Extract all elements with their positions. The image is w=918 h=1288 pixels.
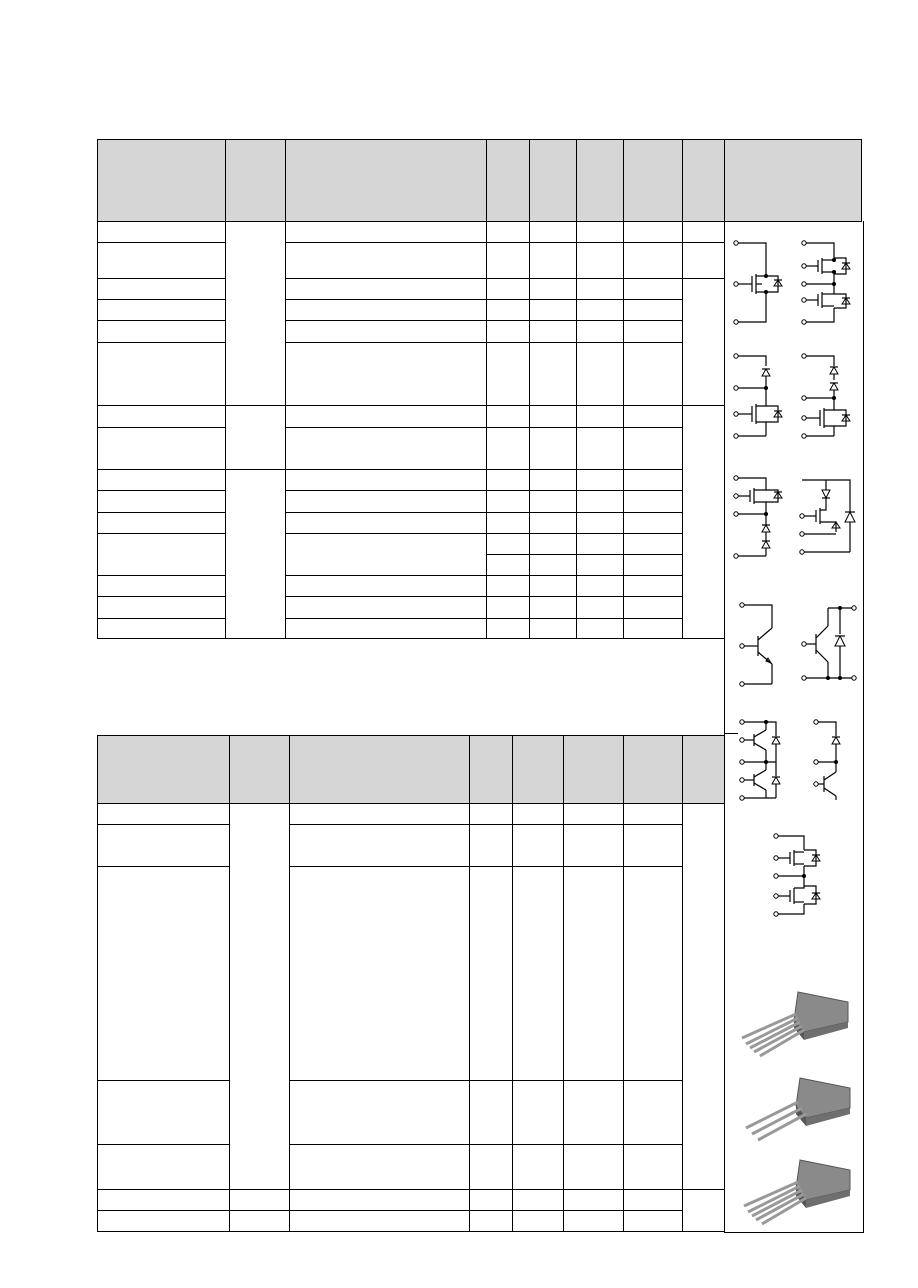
t1-row	[285, 596, 682, 597]
t2-row	[289, 1144, 682, 1145]
table-1-header	[97, 139, 862, 222]
t1-hdr-col	[576, 139, 577, 221]
t2-row	[97, 824, 229, 825]
t1-col	[529, 221, 530, 639]
t1-border-bottom	[97, 638, 725, 639]
mosfet-diode-bridge-icon	[798, 476, 860, 558]
package-3-pin-icon	[740, 1074, 856, 1144]
t1-hdr-col	[682, 139, 683, 221]
package-5-pin-alt-icon	[740, 1156, 856, 1226]
t1-row	[285, 469, 682, 470]
t1-row	[97, 533, 225, 534]
t2-col	[682, 803, 683, 1232]
t1-row	[97, 405, 225, 406]
mosfet-diode-icon	[732, 238, 792, 328]
t1-row	[486, 554, 682, 555]
dual-mosfet-module-icon	[770, 832, 830, 918]
t1-row	[285, 320, 682, 321]
t1-group	[225, 405, 285, 406]
t1-row	[97, 342, 225, 343]
t2-hdr-col	[289, 735, 290, 803]
t1-col	[486, 221, 487, 639]
t1-row	[682, 405, 724, 406]
t2-col	[512, 803, 513, 1232]
t1-row	[682, 242, 724, 243]
t1-row	[97, 427, 225, 428]
igbt-chopper-icon	[806, 718, 854, 802]
table-2-header	[97, 735, 726, 804]
t2-row	[97, 1189, 724, 1190]
t2-col	[623, 803, 624, 1232]
t2-row	[289, 866, 682, 867]
t2-hdr-col	[563, 735, 564, 803]
t1-row	[285, 278, 682, 279]
t1-row	[97, 490, 225, 491]
panel-top	[724, 221, 862, 222]
diode-mosfet-icon	[732, 352, 792, 442]
t2-col	[229, 803, 230, 1232]
t1-row	[97, 320, 225, 321]
t1-hdr-col	[225, 139, 226, 221]
t1-row	[285, 575, 682, 576]
panel-divider	[724, 733, 738, 734]
t1-group	[225, 469, 285, 470]
t1-row	[97, 618, 225, 619]
t2-hdr-col	[229, 735, 230, 803]
mosfet-dual-diode-icon	[732, 474, 792, 564]
t1-row	[285, 427, 682, 428]
t2-col	[469, 803, 470, 1232]
t2-row	[289, 1080, 682, 1081]
t1-row	[285, 512, 682, 513]
igbt-halfbridge-icon	[738, 718, 786, 802]
t1-col	[225, 221, 226, 639]
t1-row	[682, 278, 724, 279]
t1-row	[97, 469, 225, 470]
t2-row	[97, 1144, 229, 1145]
dual-mosfet-icon	[800, 238, 860, 328]
t1-border-left	[97, 221, 98, 639]
t1-hdr-col	[486, 139, 487, 221]
igbt-icon	[738, 600, 778, 690]
t1-row	[285, 618, 682, 619]
t2-hdr-col	[682, 735, 683, 803]
t1-hdr-col	[623, 139, 624, 221]
t2-col	[289, 803, 290, 1232]
t2-hdr-col	[469, 735, 470, 803]
t1-row	[285, 342, 682, 343]
t2-hdr-col	[512, 735, 513, 803]
t1-row	[97, 575, 225, 576]
t1-row	[97, 278, 225, 279]
package-5-pin-icon	[738, 988, 854, 1058]
t2-row	[97, 866, 229, 867]
t1-hdr-col	[285, 139, 286, 221]
t2-hdr-col	[623, 735, 624, 803]
t2-row	[289, 824, 682, 825]
t1-row	[285, 490, 682, 491]
t1-col	[576, 221, 577, 639]
t2-row	[97, 1210, 682, 1211]
t1-hdr-col	[724, 139, 725, 221]
t2-border-left	[97, 803, 98, 1232]
t2-row	[97, 1080, 229, 1081]
t1-row	[97, 596, 225, 597]
t1-hdr-col	[529, 139, 530, 221]
t1-col	[285, 221, 286, 639]
igbt-diode-icon	[800, 604, 860, 684]
t1-row	[285, 242, 682, 243]
dual-diode-mosfet-icon	[800, 352, 860, 442]
t1-row	[285, 299, 682, 300]
t1-row	[97, 299, 225, 300]
t1-row	[97, 512, 225, 513]
t1-row	[97, 242, 225, 243]
t1-row	[285, 405, 682, 406]
t1-col	[682, 221, 683, 639]
t1-col	[623, 221, 624, 639]
t1-row	[285, 533, 682, 534]
t2-col	[563, 803, 564, 1232]
